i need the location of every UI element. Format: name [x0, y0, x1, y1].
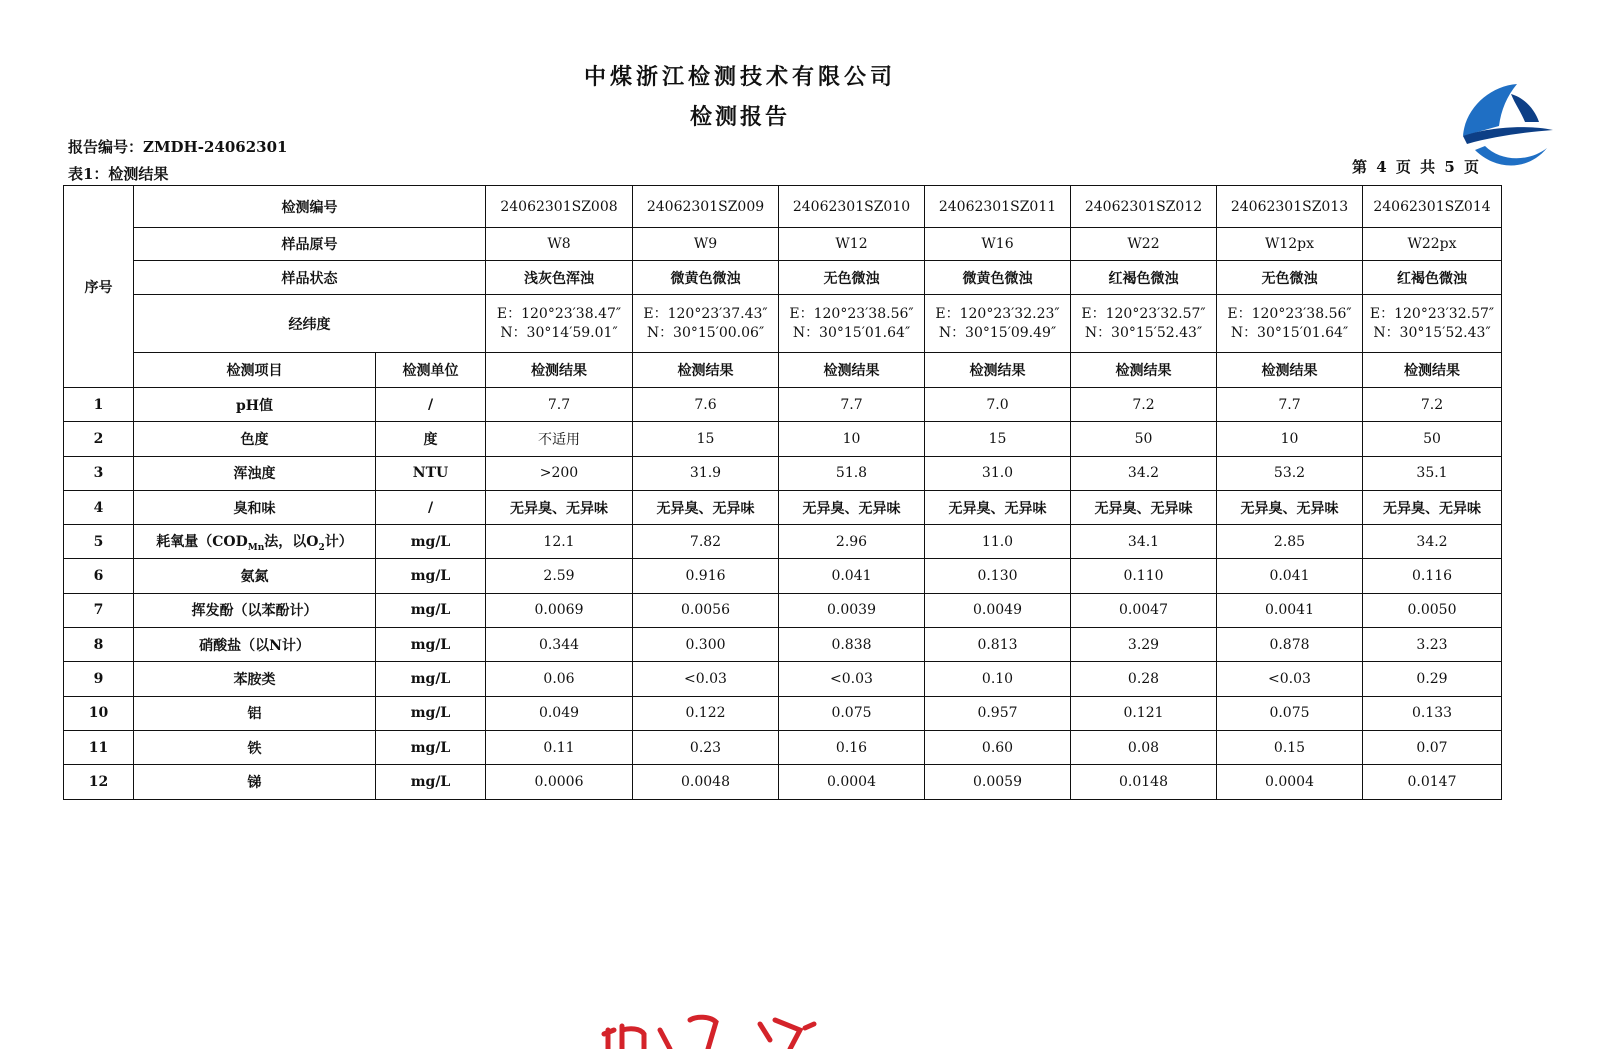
result-cell: <0.03 — [779, 662, 925, 696]
sample-code-cell: 24062301SZ014 — [1363, 186, 1502, 228]
result-cell: 50 — [1071, 422, 1217, 456]
result-cell: 0.0148 — [1071, 765, 1217, 799]
item-name: 挥发酚（以苯酚计） — [134, 593, 376, 627]
item-name: 浑浊度 — [134, 456, 376, 490]
result-cell: 0.0147 — [1363, 765, 1502, 799]
result-cell: 无异臭、无异味 — [486, 490, 633, 524]
result-cell: 0.08 — [1071, 730, 1217, 764]
result-cell: 无异臭、无异味 — [1071, 490, 1217, 524]
item-name: 氨氮 — [134, 559, 376, 593]
sample-code-cell: 24062301SZ011 — [925, 186, 1071, 228]
label-sample-code: 检测编号 — [134, 186, 486, 228]
result-cell: 0.0047 — [1071, 593, 1217, 627]
sample-code-cell: 24062301SZ013 — [1217, 186, 1363, 228]
row-number: 2 — [64, 422, 134, 456]
result-cell: 10 — [779, 422, 925, 456]
item-name: 铁 — [134, 730, 376, 764]
result-cell: 0.15 — [1217, 730, 1363, 764]
table-row — [64, 765, 1502, 799]
result-header: 检测结果 — [1217, 353, 1363, 388]
result-cell: 0.957 — [925, 696, 1071, 730]
coordinates-cell — [1363, 295, 1502, 353]
result-cell: 50 — [1363, 422, 1502, 456]
row-number: 9 — [64, 662, 134, 696]
label-original-no: 样品原号 — [134, 228, 486, 261]
item-name: 锑 — [134, 765, 376, 799]
result-cell: 34.1 — [1071, 525, 1217, 559]
row-number: 4 — [64, 490, 134, 524]
result-cell: 0.0041 — [1217, 593, 1363, 627]
table-row — [64, 662, 1502, 696]
coordinates-cell — [925, 295, 1071, 353]
result-cell: 无异臭、无异味 — [779, 490, 925, 524]
result-cell: 15 — [925, 422, 1071, 456]
result-cell: 0.813 — [925, 628, 1071, 662]
result-cell: >200 — [486, 456, 633, 490]
result-cell: 7.7 — [486, 388, 633, 422]
result-cell: 0.041 — [779, 559, 925, 593]
coordinates-cell — [1071, 295, 1217, 353]
result-cell: 34.2 — [1363, 525, 1502, 559]
table-row — [64, 422, 1502, 456]
state-cell: 红褐色微浊 — [1071, 261, 1217, 295]
results-table — [63, 185, 1502, 800]
row-number: 12 — [64, 765, 134, 799]
result-cell: 2.85 — [1217, 525, 1363, 559]
unit-cell: mg/L — [376, 696, 486, 730]
result-cell: 7.7 — [1217, 388, 1363, 422]
row-number: 8 — [64, 628, 134, 662]
north-coordinate: N：30°15′52.43″ — [1373, 324, 1491, 341]
result-cell: 0.049 — [486, 696, 633, 730]
result-cell: 0.122 — [633, 696, 779, 730]
label-coordinates: 经纬度 — [134, 295, 486, 353]
coordinates-cell — [1217, 295, 1363, 353]
item-name: 苯胺类 — [134, 662, 376, 696]
table-row — [64, 696, 1502, 730]
result-cell: 无异臭、无异味 — [1363, 490, 1502, 524]
sample-code-cell: 24062301SZ009 — [633, 186, 779, 228]
page-indicator: 第 4 页 共 5 页 — [1352, 158, 1481, 176]
result-cell: 0.344 — [486, 628, 633, 662]
result-cell: 0.29 — [1363, 662, 1502, 696]
unit-cell: / — [376, 388, 486, 422]
report-title: 检测报告 — [689, 104, 790, 130]
coordinates-cell — [779, 295, 925, 353]
report-number: 报告编号：ZMDH-24062301 — [68, 138, 288, 156]
table-row — [64, 388, 1502, 422]
row-number: 6 — [64, 559, 134, 593]
original-no-cell: W12px — [1217, 228, 1363, 261]
result-cell: 7.6 — [633, 388, 779, 422]
result-cell: 34.2 — [1071, 456, 1217, 490]
result-cell: 0.0004 — [779, 765, 925, 799]
result-cell: 0.06 — [486, 662, 633, 696]
result-cell: 0.300 — [633, 628, 779, 662]
company-logo-icon — [1455, 78, 1555, 173]
table-row — [64, 525, 1502, 559]
row-number: 11 — [64, 730, 134, 764]
row-number: 1 — [64, 388, 134, 422]
item-header: 检测项目 — [134, 353, 376, 388]
result-cell: 无异臭、无异味 — [1217, 490, 1363, 524]
result-header: 检测结果 — [1363, 353, 1502, 388]
original-no-cell: W8 — [486, 228, 633, 261]
table-row — [64, 559, 1502, 593]
result-header: 检测结果 — [779, 353, 925, 388]
unit-cell: mg/L — [376, 525, 486, 559]
result-cell: 35.1 — [1363, 456, 1502, 490]
item-name-part: 耗氧量（COD — [156, 533, 248, 550]
result-header: 检测结果 — [1071, 353, 1217, 388]
result-cell: 10 — [1217, 422, 1363, 456]
result-cell: 0.16 — [779, 730, 925, 764]
result-header: 检测结果 — [486, 353, 633, 388]
east-coordinate: E：120°23′32.57″ — [1081, 305, 1206, 322]
result-cell: 0.0006 — [486, 765, 633, 799]
unit-cell: mg/L — [376, 765, 486, 799]
result-header: 检测结果 — [633, 353, 779, 388]
row-number: 3 — [64, 456, 134, 490]
original-no-cell: W16 — [925, 228, 1071, 261]
east-coordinate: E：120°23′32.57″ — [1369, 305, 1495, 322]
state-cell: 无色微浊 — [779, 261, 925, 295]
result-cell: 0.23 — [633, 730, 779, 764]
result-cell: 无异臭、无异味 — [633, 490, 779, 524]
result-cell: 0.0059 — [925, 765, 1071, 799]
result-cell: 0.121 — [1071, 696, 1217, 730]
east-coordinate: E：120°23′38.56″ — [1227, 305, 1352, 322]
result-cell: 7.2 — [1363, 388, 1502, 422]
result-cell: <0.03 — [1217, 662, 1363, 696]
unit-cell: / — [376, 490, 486, 524]
state-cell: 微黄色微浊 — [925, 261, 1071, 295]
sample-code-cell: 24062301SZ008 — [486, 186, 633, 228]
east-coordinate: E：120°23′37.43″ — [643, 305, 768, 322]
item-name: pH值 — [134, 388, 376, 422]
unit-cell: 度 — [376, 422, 486, 456]
original-no-cell: W22 — [1071, 228, 1217, 261]
result-cell: 无异臭、无异味 — [925, 490, 1071, 524]
sample-code-cell: 24062301SZ010 — [779, 186, 925, 228]
north-coordinate: N：30°14′59.01″ — [500, 324, 618, 341]
coordinates-cell — [486, 295, 633, 353]
result-cell: 0.11 — [486, 730, 633, 764]
result-cell: 0.075 — [1217, 696, 1363, 730]
unit-cell: mg/L — [376, 559, 486, 593]
result-cell: 7.2 — [1071, 388, 1217, 422]
result-cell: 51.8 — [779, 456, 925, 490]
item-name-part: 2 — [318, 542, 325, 553]
original-no-cell: W22px — [1363, 228, 1502, 261]
state-cell: 无色微浊 — [1217, 261, 1363, 295]
table-row — [64, 730, 1502, 764]
result-cell: 3.23 — [1363, 628, 1502, 662]
result-cell: 0.878 — [1217, 628, 1363, 662]
state-cell: 微黄色微浊 — [633, 261, 779, 295]
red-seal-stamp — [600, 1000, 830, 1049]
unit-cell: mg/L — [376, 628, 486, 662]
result-cell: 0.075 — [779, 696, 925, 730]
table-caption: 表1：检测结果 — [68, 165, 169, 183]
company-name: 中煤浙江检测技术有限公司 — [583, 64, 896, 90]
unit-cell: mg/L — [376, 662, 486, 696]
table-row — [64, 490, 1502, 524]
result-cell: 12.1 — [486, 525, 633, 559]
result-header: 检测结果 — [925, 353, 1071, 388]
result-cell: 7.82 — [633, 525, 779, 559]
result-cell: 0.0050 — [1363, 593, 1502, 627]
north-coordinate: N：30°15′09.49″ — [938, 324, 1057, 341]
north-coordinate: N：30°15′52.43″ — [1084, 324, 1203, 341]
east-coordinate: E：120°23′32.23″ — [935, 305, 1060, 322]
result-cell: 0.916 — [633, 559, 779, 593]
state-cell: 红褐色微浊 — [1363, 261, 1502, 295]
result-cell: 2.59 — [486, 559, 633, 593]
item-name-part: Mn — [247, 542, 265, 553]
result-cell: 7.7 — [779, 388, 925, 422]
result-cell: 0.0049 — [925, 593, 1071, 627]
result-cell: 7.0 — [925, 388, 1071, 422]
item-name — [134, 525, 376, 559]
row-number: 10 — [64, 696, 134, 730]
unit-cell: NTU — [376, 456, 486, 490]
sample-code-cell: 24062301SZ012 — [1071, 186, 1217, 228]
east-coordinate: E：120°23′38.56″ — [789, 305, 914, 322]
original-no-cell: W12 — [779, 228, 925, 261]
result-cell: 2.96 — [779, 525, 925, 559]
east-coordinate: E：120°23′38.47″ — [496, 305, 622, 322]
result-cell: 0.041 — [1217, 559, 1363, 593]
north-coordinate: N：30°15′01.64″ — [792, 324, 911, 341]
result-cell: 0.10 — [925, 662, 1071, 696]
label-state: 样品状态 — [134, 261, 486, 295]
unit-cell: mg/L — [376, 593, 486, 627]
north-coordinate: N：30°15′00.06″ — [646, 324, 765, 341]
result-cell: 0.07 — [1363, 730, 1502, 764]
result-cell: 0.60 — [925, 730, 1071, 764]
coordinates-cell — [633, 295, 779, 353]
result-cell: 0.838 — [779, 628, 925, 662]
result-cell: 0.28 — [1071, 662, 1217, 696]
result-cell: <0.03 — [633, 662, 779, 696]
unit-cell: mg/L — [376, 730, 486, 764]
table-row — [64, 628, 1502, 662]
result-cell: 0.116 — [1363, 559, 1502, 593]
unit-header: 检测单位 — [376, 353, 486, 388]
item-name: 色度 — [134, 422, 376, 456]
result-cell: 不适用 — [486, 422, 633, 456]
result-cell: 3.29 — [1071, 628, 1217, 662]
item-name: 铝 — [134, 696, 376, 730]
row-number: 5 — [64, 525, 134, 559]
result-cell: 0.0004 — [1217, 765, 1363, 799]
seq-header: 序号 — [64, 186, 134, 388]
item-name: 臭和味 — [134, 490, 376, 524]
result-cell: 0.130 — [925, 559, 1071, 593]
result-cell: 0.133 — [1363, 696, 1502, 730]
table-row — [64, 456, 1502, 490]
result-cell: 0.0039 — [779, 593, 925, 627]
result-cell: 15 — [633, 422, 779, 456]
item-name-part: 法，以O — [264, 533, 319, 550]
result-cell: 0.0069 — [486, 593, 633, 627]
original-no-cell: W9 — [633, 228, 779, 261]
state-cell: 浅灰色浑浊 — [486, 261, 633, 295]
item-name: 硝酸盐（以N计） — [134, 628, 376, 662]
result-cell: 11.0 — [925, 525, 1071, 559]
result-cell: 0.110 — [1071, 559, 1217, 593]
result-cell: 0.0056 — [633, 593, 779, 627]
row-number: 7 — [64, 593, 134, 627]
result-cell: 31.9 — [633, 456, 779, 490]
result-cell: 53.2 — [1217, 456, 1363, 490]
result-cell: 0.0048 — [633, 765, 779, 799]
north-coordinate: N：30°15′01.64″ — [1230, 324, 1349, 341]
item-name-part: 计） — [324, 533, 353, 550]
table-row — [64, 593, 1502, 627]
result-cell: 31.0 — [925, 456, 1071, 490]
